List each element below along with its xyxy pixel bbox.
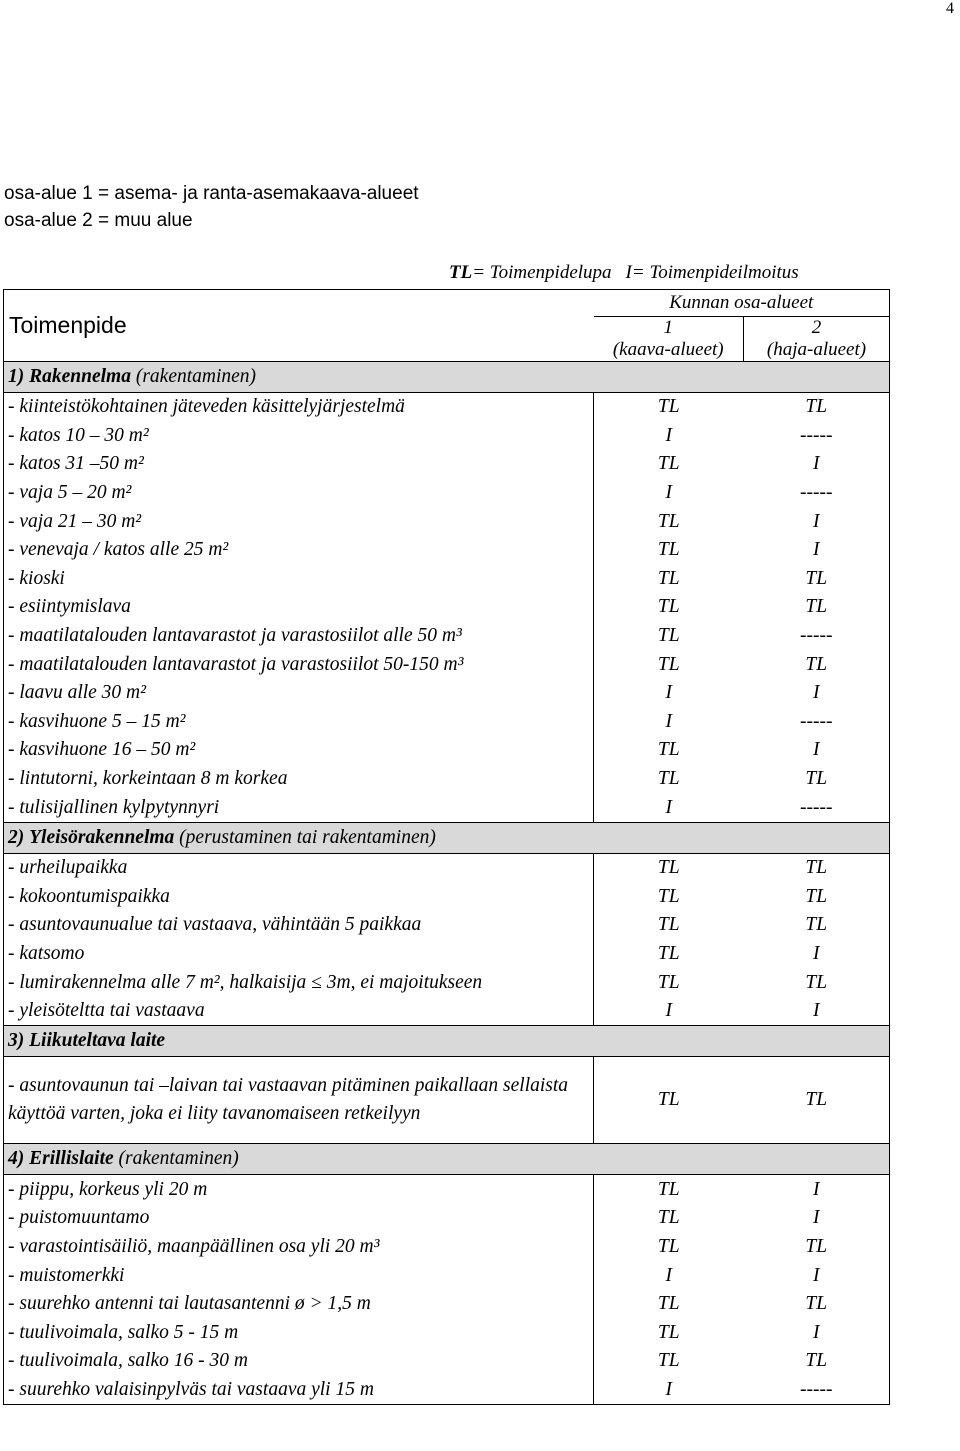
value-osa-alue-1: TL bbox=[594, 593, 744, 622]
value-osa-alue-2: TL bbox=[744, 968, 890, 997]
value-osa-alue-2: ----- bbox=[744, 708, 890, 737]
value-osa-alue-1: I bbox=[594, 1261, 744, 1290]
row-label: - suurehko valaisinpylväs tai vastaava yli 15 m bbox=[4, 1376, 594, 1405]
value-osa-alue-1: TL bbox=[594, 536, 744, 565]
table-row bbox=[4, 853, 890, 882]
row-label: - suurehko antenni tai lautasantenni ø > 1,5 m bbox=[4, 1290, 594, 1319]
section-subtitle: (rakentaminen) bbox=[118, 1148, 239, 1170]
table-row bbox=[4, 1347, 890, 1376]
row-label: - kokoontumispaikka bbox=[4, 883, 594, 912]
value-osa-alue-1: TL bbox=[594, 940, 744, 969]
section-header bbox=[4, 822, 890, 853]
table-row bbox=[4, 708, 890, 737]
row-label: - vaja 5 – 20 m² bbox=[4, 479, 594, 508]
value-osa-alue-1: TL bbox=[594, 1175, 744, 1204]
table-row bbox=[4, 393, 890, 422]
value-osa-alue-2: I bbox=[744, 1318, 890, 1347]
value-osa-alue-2: I bbox=[744, 536, 890, 565]
table-row bbox=[4, 793, 890, 822]
intro-line-1: osa-alue 1 = asema- ja ranta-asemakaava-alueet bbox=[4, 183, 419, 204]
table-row bbox=[4, 679, 890, 708]
value-osa-alue-2: I bbox=[744, 450, 890, 479]
row-label: - kioski bbox=[4, 565, 594, 594]
row-label: - urheilupaikka bbox=[4, 853, 594, 882]
table-row bbox=[4, 1057, 890, 1144]
value-osa-alue-2: ----- bbox=[744, 422, 890, 451]
value-osa-alue-2: I bbox=[744, 1175, 890, 1204]
value-osa-alue-2: ----- bbox=[744, 622, 890, 651]
table-row bbox=[4, 565, 890, 594]
value-osa-alue-2: I bbox=[744, 940, 890, 969]
row-label: - katsomo bbox=[4, 940, 594, 969]
table-row bbox=[4, 450, 890, 479]
value-osa-alue-1: TL bbox=[594, 853, 744, 882]
value-osa-alue-2: TL bbox=[744, 1347, 890, 1376]
legend-tl-code: TL bbox=[449, 262, 473, 283]
column-header-2: 2 (haja-alueet) bbox=[744, 317, 890, 362]
row-label: - venevaja / katos alle 25 m² bbox=[4, 536, 594, 565]
table-row bbox=[4, 622, 890, 651]
legend-i-text: = Toimenpideilmoitus bbox=[631, 262, 799, 283]
row-label: - kasvihuone 5 – 15 m² bbox=[4, 708, 594, 737]
section-title: Liikuteltava laite bbox=[29, 1030, 166, 1052]
section-number: 4) bbox=[8, 1148, 25, 1170]
row-label: - yleisöteltta tai vastaava bbox=[4, 997, 594, 1026]
section-header bbox=[4, 1026, 890, 1057]
legend-i-code: I bbox=[625, 262, 632, 283]
value-osa-alue-2: I bbox=[744, 1204, 890, 1233]
value-osa-alue-2: TL bbox=[744, 853, 890, 882]
row-label: - lumirakennelma alle 7 m², halkaisija ≤ 3m, ei majoitukseen bbox=[4, 968, 594, 997]
value-osa-alue-2: TL bbox=[744, 1057, 890, 1144]
value-osa-alue-1: TL bbox=[594, 911, 744, 940]
section-subtitle: (rakentaminen) bbox=[135, 366, 257, 387]
row-label: - puistomuuntamo bbox=[4, 1204, 594, 1233]
table-row bbox=[4, 536, 890, 565]
value-osa-alue-2: I bbox=[744, 736, 890, 765]
table-row bbox=[4, 507, 890, 536]
table-row bbox=[4, 422, 890, 451]
table-row bbox=[4, 765, 890, 794]
section-title: Yleisörakennelma bbox=[29, 826, 175, 848]
value-osa-alue-1: TL bbox=[594, 1318, 744, 1347]
section-number: 2) bbox=[8, 826, 25, 848]
row-label: - tuulivoimala, salko 16 - 30 m bbox=[4, 1347, 594, 1376]
value-osa-alue-2: TL bbox=[744, 1233, 890, 1262]
value-osa-alue-1: TL bbox=[594, 393, 744, 422]
value-osa-alue-1: I bbox=[594, 479, 744, 508]
intro-text bbox=[4, 180, 419, 234]
table-title: Toimenpide bbox=[4, 290, 594, 362]
value-osa-alue-2: TL bbox=[744, 1290, 890, 1319]
row-label: - katos 10 – 30 m² bbox=[4, 422, 594, 451]
value-osa-alue-2: TL bbox=[744, 393, 890, 422]
table-row bbox=[4, 650, 890, 679]
value-osa-alue-1: TL bbox=[594, 565, 744, 594]
value-osa-alue-1: TL bbox=[594, 450, 744, 479]
row-label: - asuntovaunun tai –laivan tai vastaavan pitäminen paikallaan sellaista käyttöä varten, joka ei liity tavanomaiseen retkeilyyn bbox=[4, 1057, 594, 1144]
row-label: - varastointisäiliö, maanpäällinen osa yli 20 m³ bbox=[4, 1233, 594, 1262]
value-osa-alue-2: TL bbox=[744, 911, 890, 940]
value-osa-alue-2: I bbox=[744, 679, 890, 708]
value-osa-alue-2: I bbox=[744, 1261, 890, 1290]
table-row bbox=[4, 997, 890, 1026]
row-label: - maatilatalouden lantavarastot ja varastosiilot 50-150 m³ bbox=[4, 650, 594, 679]
column-group-header: Kunnan osa-alueet bbox=[594, 290, 890, 317]
value-osa-alue-1: I bbox=[594, 708, 744, 737]
value-osa-alue-2: I bbox=[744, 507, 890, 536]
value-osa-alue-1: I bbox=[594, 1376, 744, 1405]
table-row bbox=[4, 883, 890, 912]
value-osa-alue-1: TL bbox=[594, 1204, 744, 1233]
column-header-1: 1 (kaava-alueet) bbox=[594, 317, 744, 362]
row-label: - laavu alle 30 m² bbox=[4, 679, 594, 708]
table-row bbox=[4, 911, 890, 940]
legend-tl-text: = Toimenpidelupa bbox=[472, 262, 612, 283]
value-osa-alue-1: TL bbox=[594, 622, 744, 651]
row-label: - piippu, korkeus yli 20 m bbox=[4, 1175, 594, 1204]
row-label: - esiintymislava bbox=[4, 593, 594, 622]
value-osa-alue-2: I bbox=[744, 997, 890, 1026]
value-osa-alue-1: I bbox=[594, 997, 744, 1026]
section-number: 1) bbox=[8, 366, 25, 387]
value-osa-alue-1: TL bbox=[594, 1290, 744, 1319]
table-row bbox=[4, 1376, 890, 1405]
value-osa-alue-2: TL bbox=[744, 765, 890, 794]
page-number: 4 bbox=[946, 0, 954, 17]
value-osa-alue-2: TL bbox=[744, 565, 890, 594]
table-row bbox=[4, 1175, 890, 1204]
value-osa-alue-2: TL bbox=[744, 650, 890, 679]
value-osa-alue-1: TL bbox=[594, 650, 744, 679]
row-label: - tulisijallinen kylpytynnyri bbox=[4, 793, 594, 822]
value-osa-alue-1: I bbox=[594, 793, 744, 822]
row-label: - katos 31 –50 m² bbox=[4, 450, 594, 479]
table-row bbox=[4, 736, 890, 765]
table-row bbox=[4, 593, 890, 622]
row-label: - tuulivoimala, salko 5 - 15 m bbox=[4, 1318, 594, 1347]
value-osa-alue-1: TL bbox=[594, 968, 744, 997]
row-label: - kasvihuone 16 – 50 m² bbox=[4, 736, 594, 765]
value-osa-alue-1: TL bbox=[594, 765, 744, 794]
section-subtitle: (perustaminen tai rakentaminen) bbox=[179, 826, 436, 848]
value-osa-alue-2: TL bbox=[744, 593, 890, 622]
section-title: Erillislaite bbox=[29, 1148, 114, 1170]
value-osa-alue-2: ----- bbox=[744, 793, 890, 822]
table-row bbox=[4, 968, 890, 997]
table-row bbox=[4, 940, 890, 969]
value-osa-alue-2: ----- bbox=[744, 479, 890, 508]
value-osa-alue-1: TL bbox=[594, 1057, 744, 1144]
value-osa-alue-1: I bbox=[594, 422, 744, 451]
value-osa-alue-2: ----- bbox=[744, 1376, 890, 1405]
value-osa-alue-1: I bbox=[594, 679, 744, 708]
row-label: - kiinteistökohtainen jäteveden käsittelyjärjestelmä bbox=[4, 393, 594, 422]
table-row bbox=[4, 1290, 890, 1319]
row-label: - muistomerkki bbox=[4, 1261, 594, 1290]
row-label: - vaja 21 – 30 m² bbox=[4, 507, 594, 536]
row-label: - lintutorni, korkeintaan 8 m korkea bbox=[4, 765, 594, 794]
value-osa-alue-1: TL bbox=[594, 883, 744, 912]
row-label: - maatilatalouden lantavarastot ja varastosiilot alle 50 m³ bbox=[4, 622, 594, 651]
value-osa-alue-1: TL bbox=[594, 1347, 744, 1376]
legend bbox=[449, 262, 799, 284]
section-title: Rakennelma bbox=[29, 366, 131, 387]
value-osa-alue-1: TL bbox=[594, 736, 744, 765]
table-row bbox=[4, 1318, 890, 1347]
table-row bbox=[4, 1204, 890, 1233]
intro-line-2: osa-alue 2 = muu alue bbox=[4, 210, 193, 231]
section-number: 3) bbox=[8, 1030, 25, 1052]
row-label: - asuntovaunualue tai vastaava, vähintään 5 paikkaa bbox=[4, 911, 594, 940]
table-row bbox=[4, 1233, 890, 1262]
section-header bbox=[4, 362, 890, 393]
toimenpide-table bbox=[3, 289, 890, 1405]
value-osa-alue-1: TL bbox=[594, 507, 744, 536]
value-osa-alue-1: TL bbox=[594, 1233, 744, 1262]
section-header bbox=[4, 1144, 890, 1175]
table-row bbox=[4, 1261, 890, 1290]
value-osa-alue-2: TL bbox=[744, 883, 890, 912]
table-row bbox=[4, 479, 890, 508]
